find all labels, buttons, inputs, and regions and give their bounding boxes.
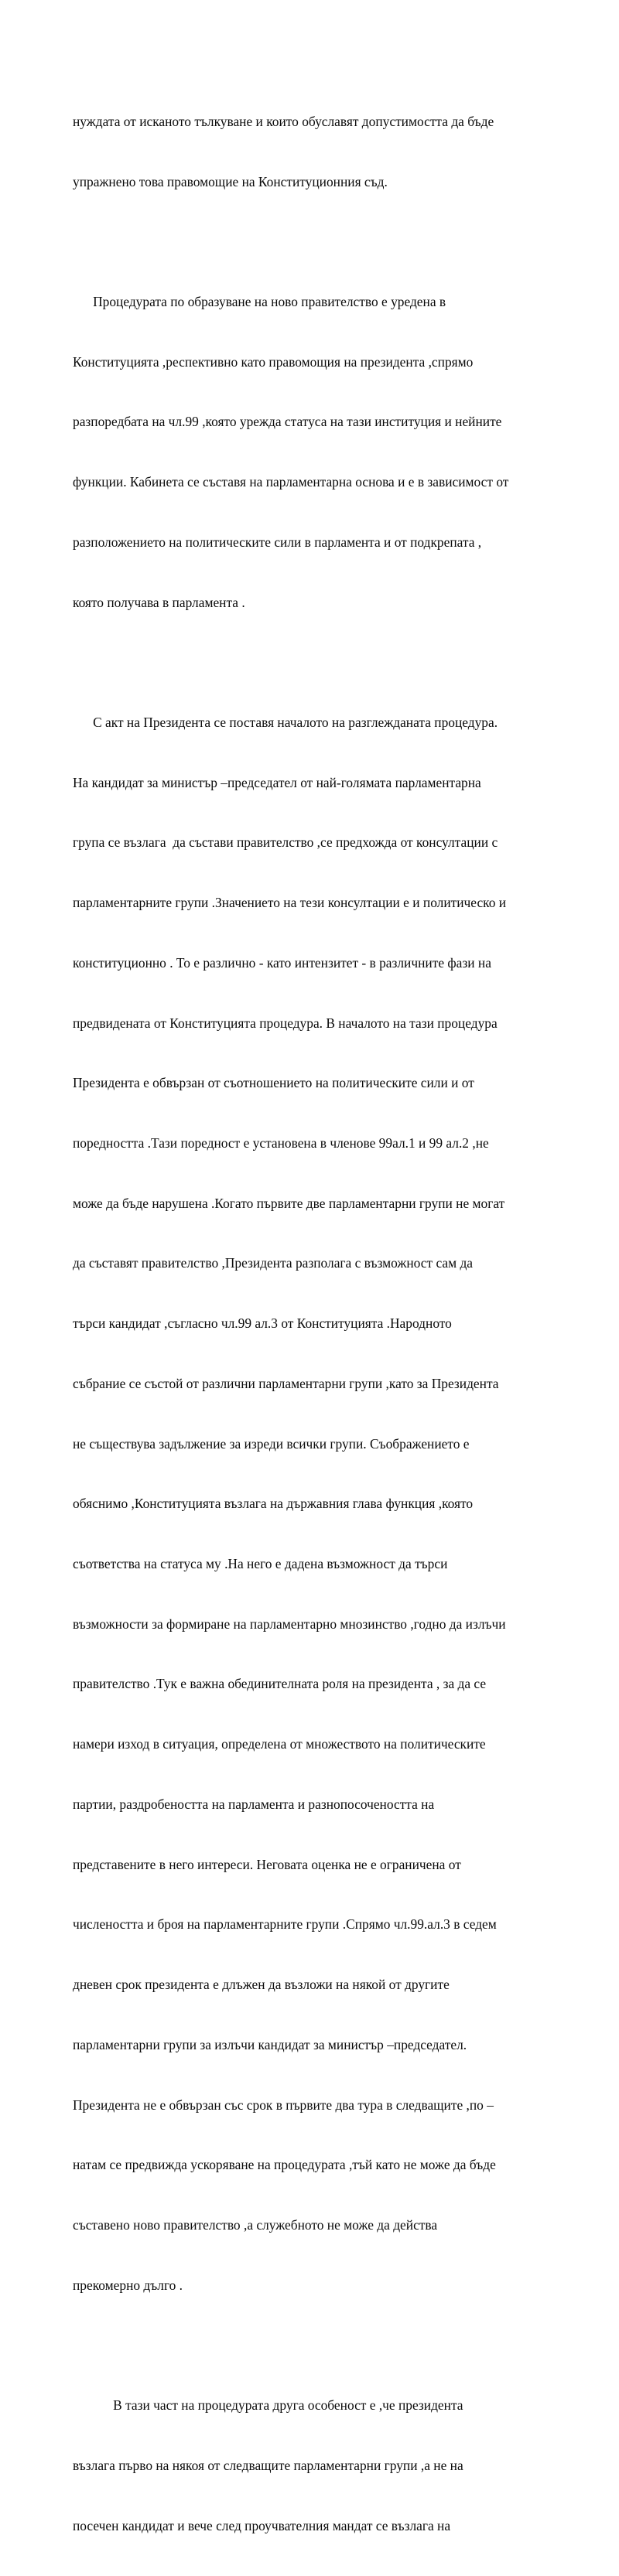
text-line: прекомерно дълго . (73, 2277, 183, 2293)
text-line: която получава в парламента . (73, 594, 245, 610)
paragraph (73, 252, 548, 653)
text-line: Конституцията ,респективно като правомощия на президента ,спрямо (73, 353, 474, 370)
document-text-body (73, 72, 548, 2576)
text-line: Президента не е обвързан със срок в първите два тура в следващите ,по – (73, 2097, 494, 2113)
text-line: намери изход в ситуация, определена от множеството на политическите (73, 1736, 486, 1752)
paragraph (73, 72, 548, 232)
text-line: партии, раздробеността на парламента и разнопосочеността на (73, 1796, 435, 1812)
text-line: обяснимо ,Конституцията възлага на държавния глава функция ,която (73, 1496, 474, 1512)
text-line: съставено ново правителство ,а служебното не може да действа (73, 2216, 438, 2233)
text-line: поредността .Тази поредност е установена в членове 99ал.1 и 99 ал.2 ,не (73, 1135, 489, 1151)
text-line: да съставят правителство ,Президента разполага с възможност сам да (73, 1255, 474, 1271)
text-line: правителство .Тук е важна обединителната роля на президента , за да се (73, 1676, 487, 1692)
text-line: На кандидат за министър –председател от най-голямата парламентарна (73, 774, 481, 790)
text-line: съответства на статуса му .На него е дадена възможност да търси (73, 1556, 448, 1572)
text-line: парламентарните групи .Значението на тези консултации е и политическо и (73, 895, 507, 911)
text-line: група се възлага да състави правителство ,се предхожда от консултации с (73, 834, 498, 851)
text-line: упражнено това правомощие на Конституционния съд. (73, 173, 388, 189)
text-line: конституционно . То е различно - като интензитет - в различните фази на (73, 954, 491, 971)
paragraph (73, 673, 548, 2335)
text-line: представените в него интереси. Неговата оценка не е ограничена от (73, 1856, 461, 1872)
text-line: разпоредбата на чл.99 ,която урежда статуса на тази институция и нейните (73, 414, 502, 430)
text-line: В тази част на процедурата друга особеност е ,че президента (73, 2397, 463, 2414)
text-line: възлага първо на някоя от следващите парламентарни групи ,а не на (73, 2457, 463, 2473)
paragraph (73, 2356, 548, 2576)
text-line: натам се предвижда ускоряване на процедурата ,тъй като не може да бъде (73, 2157, 496, 2173)
text-line: Процедурата по образуване на ново правителство е уредена в (73, 293, 446, 309)
text-line: посечен кандидат и вече след проучвателния мандат се възлага на (73, 2517, 451, 2533)
text-line: функции. Кабинета се съставя на парламентарна основа и е в зависимост от (73, 474, 509, 490)
text-line: събрание се състой от различни парламентарни групи ,като за Президента (73, 1375, 499, 1391)
text-line: Президента е обвързан от съотношението на политическите сили и от (73, 1075, 474, 1091)
text-line: може да бъде нарушена .Когато първите две парламентарни групи не могат (73, 1195, 505, 1211)
text-line: дневен срок президента е длъжен да възложи на някой от другите (73, 1977, 450, 1993)
text-line: търси кандидат ,съгласно чл.99 ал.3 от Конституцията .Народното (73, 1315, 452, 1332)
text-line: разположението на политическите сили в парламента и от подкрепата , (73, 534, 482, 550)
text-line: не съществува задължение за изреди всички групи. Съображението е (73, 1435, 470, 1452)
text-line: числеността и броя на парламентарните групи .Спрямо чл.99.ал.3 в седем (73, 1916, 497, 1933)
text-line: възможности за формиране на парламентарно мнозинство ,годно да излъчи (73, 1616, 506, 1632)
text-line: предвидената от Конституцията процедура. В началото на тази процедура (73, 1015, 498, 1031)
text-line: нуждата от исканото тълкуване и които обуславят допустимостта да бъде (73, 113, 494, 129)
text-line: парламентарни групи за излъчи кандидат за министър –председател. (73, 2036, 467, 2052)
text-line: С акт на Президента се поставя началото на разглежданата процедура. (73, 714, 498, 730)
